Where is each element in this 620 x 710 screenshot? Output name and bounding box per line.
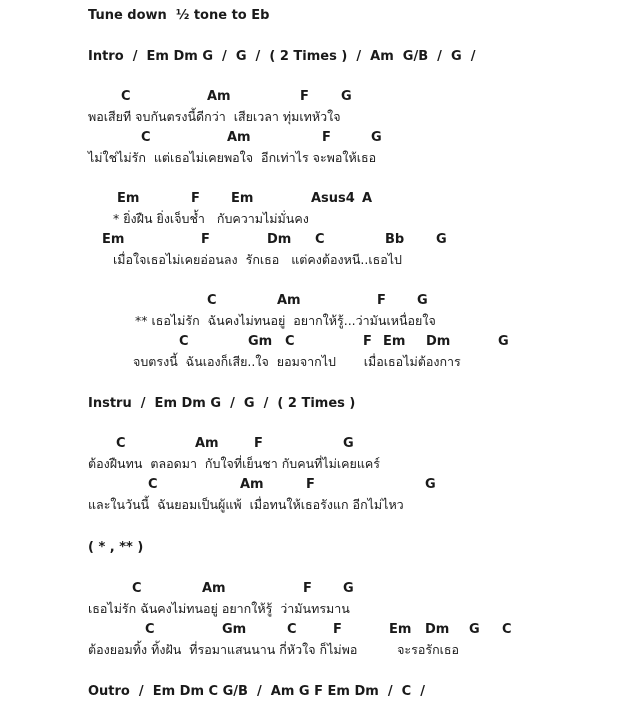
- chord: C: [132, 581, 142, 596]
- chord: C: [145, 622, 155, 637]
- chord: Em: [102, 232, 125, 247]
- chord: C: [315, 232, 325, 247]
- chord: C: [116, 436, 126, 451]
- chord: G: [469, 622, 480, 637]
- chord: Dm: [267, 232, 292, 247]
- chord: F: [322, 130, 331, 145]
- chord: G: [343, 436, 354, 451]
- lyric-line: * ยิ่งฝืน ยิ่งเจ็บช้ำ กับความไม่มั่นคง: [113, 211, 309, 226]
- lyric-line: ต้องยอมทิ้ง ทิ้งฝัน ที่รอมาแสนนาน กี่หัวใจ ก็ไม่พอ จะรอรักเธอ: [88, 642, 460, 657]
- chord: Em: [383, 334, 406, 349]
- chord: Am: [277, 293, 301, 308]
- chord: G: [498, 334, 509, 349]
- lyric-line: ** เธอไม่รัก ฉันคงไม่ทนอยู่ อยากให้รู้...ว่ามันเหนื่อยใจ: [135, 313, 436, 328]
- lyric-line: เธอไม่รัก ฉันคงไม่ทนอยู่ อยากให้รู้ ว่ามันทรมาน: [88, 601, 350, 616]
- chord: Am: [202, 581, 226, 596]
- chord: C: [179, 334, 189, 349]
- chord: G: [417, 293, 428, 308]
- instru-line: Instru / Em Dm G / G / ( 2 Times ): [88, 396, 356, 411]
- chord: Am: [207, 89, 231, 104]
- chord: C: [502, 622, 512, 637]
- chord: G: [341, 89, 352, 104]
- chord: F: [363, 334, 372, 349]
- outro-line: Outro / Em Dm C G/B / Am G F Em Dm / C /: [88, 684, 425, 699]
- chord: A: [362, 191, 373, 206]
- chord: G: [343, 581, 354, 596]
- chord: Em: [231, 191, 254, 206]
- chord: C: [207, 293, 217, 308]
- repeat-marker: ( * , ** ): [88, 540, 144, 555]
- lyric-line: และในวันนี้ ฉันยอมเป็นผู้แพ้ เมื่อทนให้เธอรังแก อีกไม่ไหว: [88, 497, 404, 512]
- lyric-line: ไม่ใช่ไม่รัก แต่เธอไม่เคยพอใจ อีกเท่าไร จะพอให้เธอ: [88, 150, 377, 165]
- chord: G: [425, 477, 436, 492]
- chord: F: [377, 293, 386, 308]
- chord: F: [201, 232, 210, 247]
- chord: Em: [117, 191, 140, 206]
- chord: F: [254, 436, 263, 451]
- chord: Am: [195, 436, 219, 451]
- chord: Gm: [248, 334, 273, 349]
- chord: Gm: [222, 622, 247, 637]
- chord: Am: [240, 477, 264, 492]
- chord: C: [148, 477, 158, 492]
- chord: G: [371, 130, 382, 145]
- chord: F: [191, 191, 200, 206]
- chord: C: [287, 622, 297, 637]
- tuning-note: Tune down ½ tone to Eb: [88, 8, 270, 23]
- chord: C: [285, 334, 295, 349]
- chord: G: [436, 232, 447, 247]
- intro-line: Intro / Em Dm G / G / ( 2 Times ) / Am G/B / G /: [88, 49, 476, 64]
- chord: Dm: [426, 334, 451, 349]
- chord: Asus4: [311, 191, 355, 206]
- chord: Am: [227, 130, 251, 145]
- chord: F: [306, 477, 315, 492]
- chord: F: [333, 622, 342, 637]
- chord: F: [303, 581, 312, 596]
- chord: C: [121, 89, 131, 104]
- lyric-line: ต้องฝืนทน ตลอดมา กับใจที่เย็นชา กับคนที่ไม่เคยแคร์: [88, 456, 380, 471]
- lyric-line: เมื่อใจเธอไม่เคยอ่อนลง รักเธอ แต่คงต้องหนี..เธอไป: [113, 252, 402, 267]
- chord: Bb: [385, 232, 405, 247]
- lyric-line: พอเสียที จบกันตรงนี้ดีกว่า เสียเวลา ทุ่มเทหัวใจ: [88, 109, 341, 124]
- lyric-line: จบตรงนี้ ฉันเองก็เสีย..ใจ ยอมจากไป เมื่อเธอไม่ต้องการ: [133, 354, 461, 369]
- chord: F: [300, 89, 309, 104]
- chord: Dm: [425, 622, 450, 637]
- chord: Em: [389, 622, 412, 637]
- chord: C: [141, 130, 151, 145]
